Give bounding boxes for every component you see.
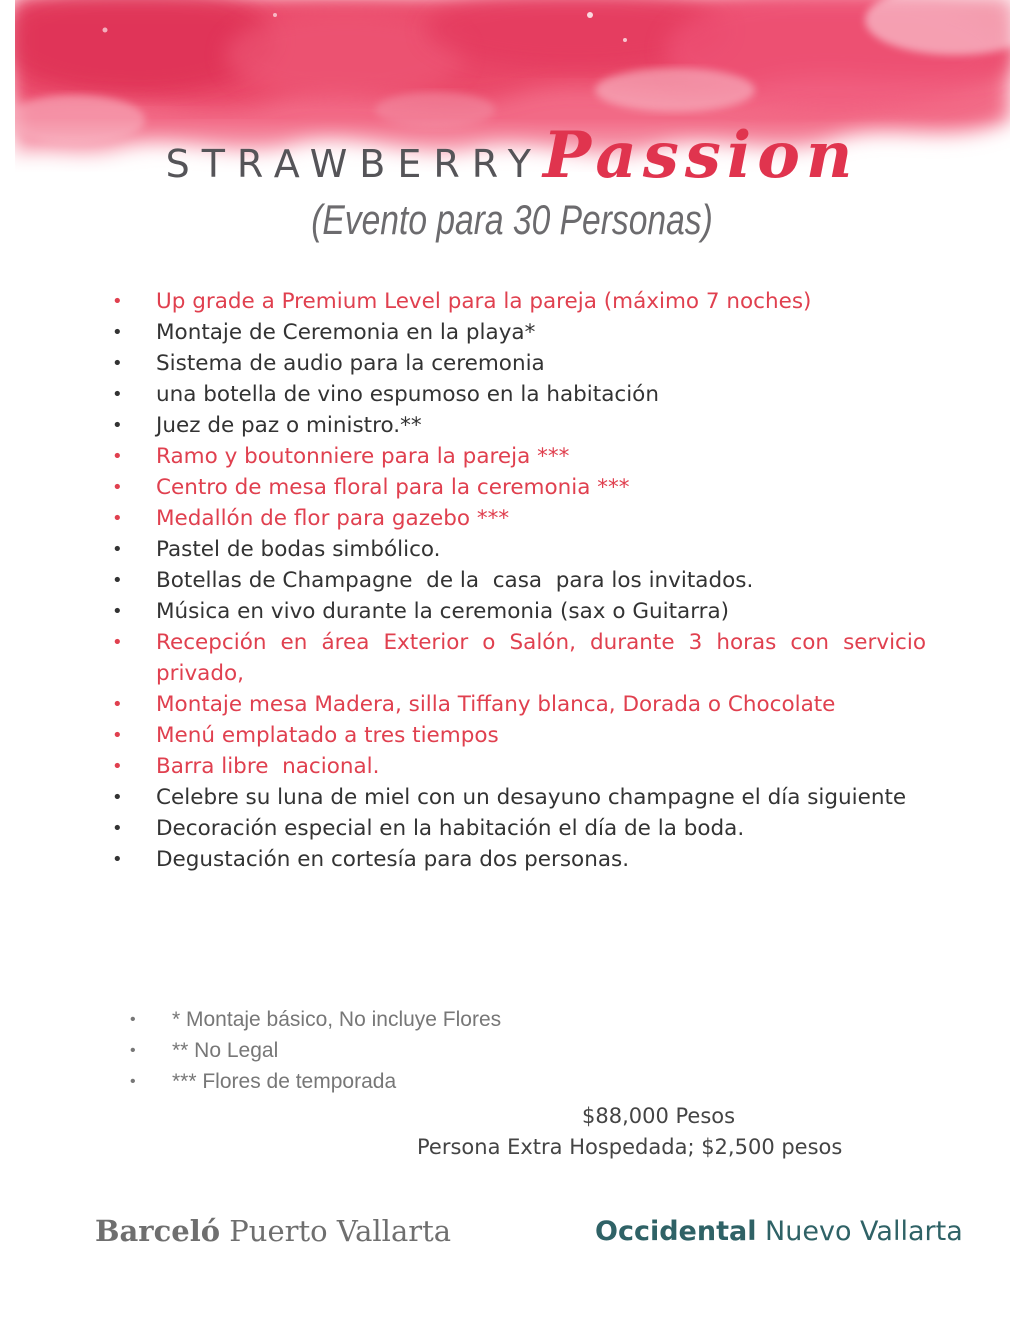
bullet-icon: •: [112, 787, 123, 808]
event-subtitle: (Evento para 30 Personas): [311, 196, 713, 243]
footnote-item: [130, 1004, 501, 1035]
list-item-text: Celebre su luna de miel con un desayuno champagne el día siguiente: [156, 785, 907, 810]
list-item: [110, 286, 926, 317]
occidental-brand-location: Nuevo Vallarta: [756, 1216, 963, 1247]
list-item: [110, 782, 926, 813]
bullet-icon: •: [112, 818, 123, 839]
footnote-item: [130, 1066, 501, 1097]
list-item-text: Música en vivo durante la ceremonia (sax o Guitarra): [156, 599, 730, 624]
list-item-text: Botellas de Champagne de la casa para los invitados.: [156, 568, 754, 593]
list-item: [110, 813, 926, 844]
barcelo-brand-location: Puerto Vallarta: [220, 1214, 452, 1248]
bullet-icon: •: [112, 539, 123, 560]
list-item-text: Up grade a Premium Level para la pareja (máximo 7 noches): [156, 289, 812, 314]
bullet-icon: •: [112, 446, 123, 467]
list-item: [110, 720, 926, 751]
bullet-icon: •: [112, 849, 123, 870]
bullet-icon: •: [130, 1011, 136, 1028]
list-item: [110, 751, 926, 782]
list-item-text: Juez de paz o ministro.**: [156, 413, 422, 438]
list-item-text: Ramo y boutonniere para la pareja ***: [156, 444, 570, 469]
bullet-icon: •: [112, 694, 123, 715]
list-item: [110, 472, 926, 503]
bullet-icon: •: [112, 353, 123, 374]
bullet-icon: •: [112, 570, 123, 591]
bullet-icon: •: [112, 384, 123, 405]
list-item-text: Barra libre nacional.: [156, 754, 380, 779]
list-item-text: Medallón de flor para gazebo ***: [156, 506, 510, 531]
extra-person-price: Persona Extra Hospedada; $2,500 pesos: [417, 1135, 843, 1159]
bullet-icon: •: [112, 477, 123, 498]
footnote-text: *** Flores de temporada: [172, 1070, 397, 1093]
barcelo-brand-name: Barceló: [95, 1214, 221, 1248]
list-item-text: Centro de mesa floral para la ceremonia ***: [156, 475, 630, 500]
list-item: [110, 596, 926, 627]
list-item-text: Recepción en área Exterior o Salón, durante 3 horas con servicio privado,: [156, 630, 933, 686]
list-item-text: Decoración especial en la habitación el día de la boda.: [156, 816, 745, 841]
event-title: [0, 118, 1024, 198]
bullet-icon: •: [112, 415, 123, 436]
list-item-text: una botella de vino espumoso en la habitación: [156, 382, 659, 407]
occidental-brand: [595, 1216, 963, 1247]
barcelo-brand: [95, 1214, 451, 1248]
title-word: STRAWBERRY: [165, 142, 543, 186]
list-item: [110, 565, 926, 596]
footnote-text: * Montaje básico, No incluye Flores: [172, 1008, 502, 1031]
list-item: [110, 348, 926, 379]
package-items-list: [110, 286, 933, 875]
occidental-brand-name: Occidental: [595, 1216, 757, 1247]
bullet-icon: •: [112, 725, 123, 746]
list-item-text: Menú emplatado a tres tiempos: [156, 723, 499, 748]
list-item: [110, 503, 926, 534]
list-item-text: Montaje de Ceremonia en la playa*: [156, 320, 536, 345]
bullet-icon: •: [112, 756, 123, 777]
list-item: [110, 689, 926, 720]
list-item: [110, 410, 926, 441]
list-item-text: Pastel de bodas simbólico.: [156, 537, 441, 562]
footnote-text: ** No Legal: [172, 1039, 279, 1062]
bullet-icon: •: [130, 1042, 136, 1059]
bullet-icon: •: [112, 508, 123, 529]
list-item: [110, 317, 926, 348]
footnotes-list: [130, 1004, 501, 1097]
bullet-icon: •: [112, 601, 123, 622]
bullet-icon: •: [112, 322, 123, 343]
list-item: [110, 441, 926, 472]
bullet-icon: •: [130, 1073, 136, 1090]
list-item-text: Sistema de audio para la ceremonia: [156, 351, 545, 376]
list-item: [110, 379, 926, 410]
package-price: $88,000 Pesos: [582, 1104, 736, 1128]
list-item: [110, 844, 926, 875]
list-item: [110, 627, 933, 689]
footnote-item: [130, 1035, 501, 1066]
title-accent: Passion: [542, 118, 859, 193]
list-item-text: Montaje mesa Madera, silla Tiffany blanca, Dorada o Chocolate: [156, 692, 836, 717]
list-item: [110, 534, 926, 565]
bullet-icon: •: [112, 291, 123, 312]
bullet-icon: •: [112, 632, 123, 653]
list-item-text: Degustación en cortesía para dos personas.: [156, 847, 630, 872]
